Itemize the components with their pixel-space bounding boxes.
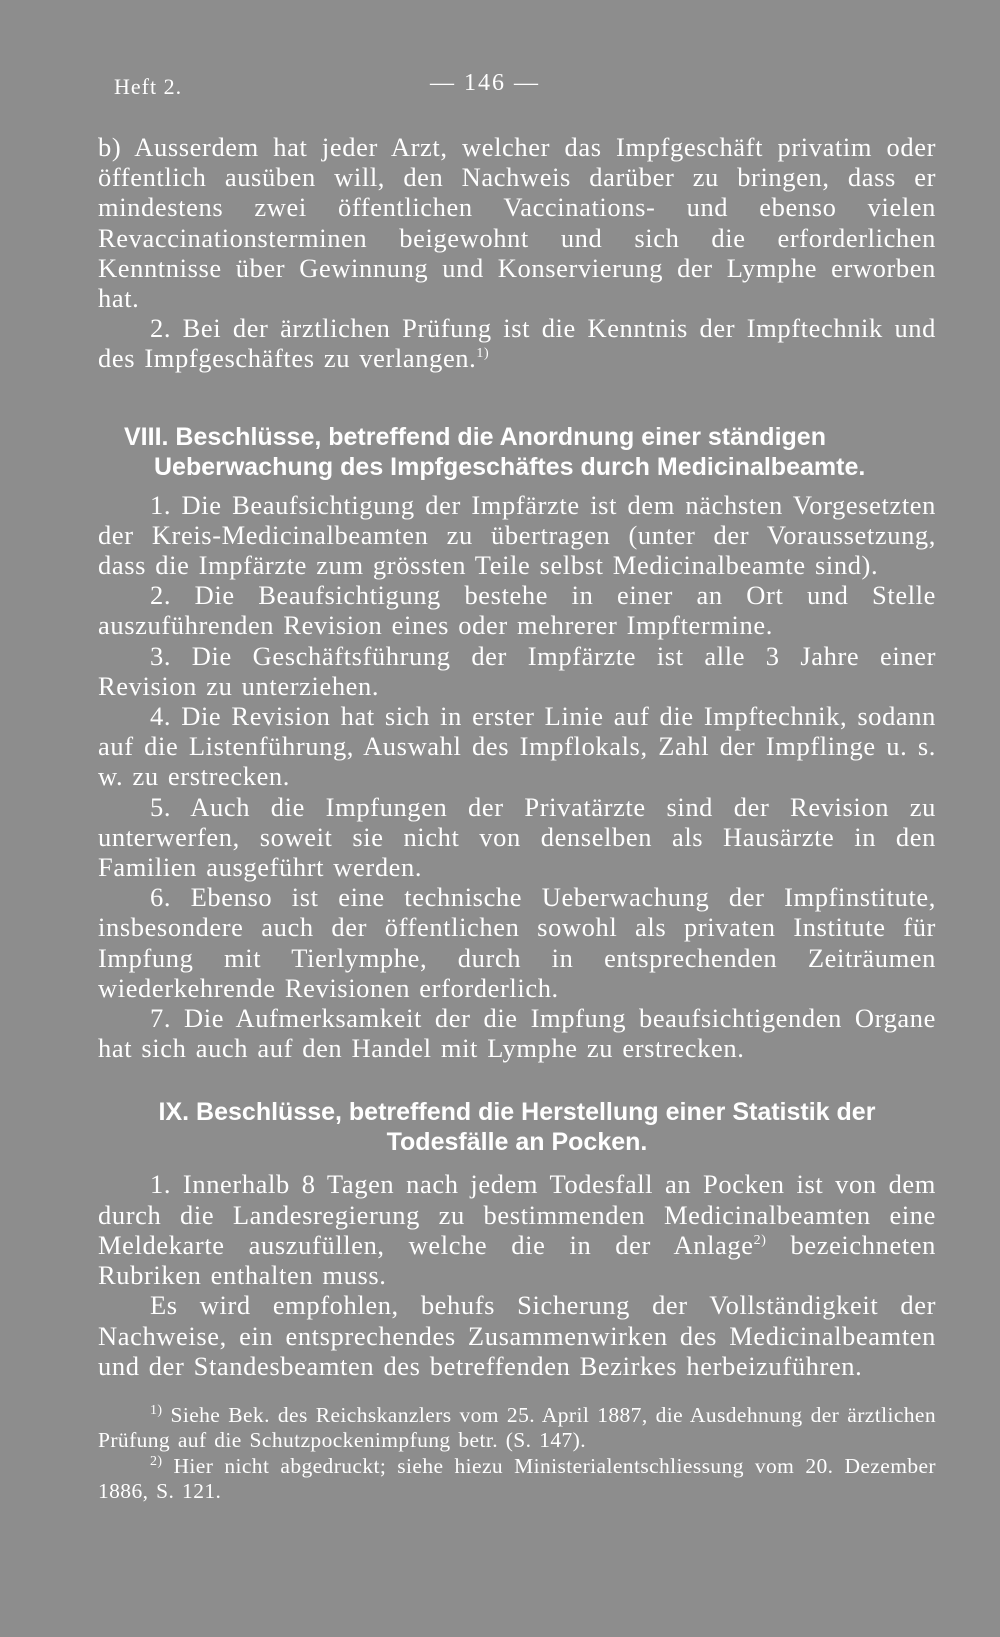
paragraph-2 — [98, 313, 936, 373]
ix-paragraph: Es wird empfohlen, behufs Sicherung der Vollständigkeit der Nachweise, ein entsprechendes Zusammenwirken des Medicinalbeamten und der Standesbeamten des betreffenden Bezirkes herbeizuführen. — [98, 1290, 936, 1381]
ix-item-1 — [98, 1169, 936, 1290]
footnote-1-marker: 1) — [150, 1402, 163, 1418]
section-viii-heading-line1: VIII. Beschlüsse, betreffend die Anordnung einer ständigen — [124, 422, 826, 451]
paragraph-b: b) Ausserdem hat jeder Arzt, welcher das Impfgeschäft privatim oder öffentlich ausüben will, den Nachweis darüber zu bringen, dass er mindestens zwei öffentlichen Vaccinations- und ebenso vielen Revaccinationsterminen beigewohnt und sich die erforderlichen Kenntnisse über Gewinnung und Konservierung der Lymphe erworben hat. — [98, 132, 936, 314]
page-header — [0, 70, 1000, 110]
paragraph-2-text: 2. Bei der ärztlichen Prüfung ist die Kenntnis der Impftechnik und des Impfgeschäftes zu verlangen. — [98, 313, 936, 374]
page-number: — 146 — — [430, 70, 540, 96]
section-viii-heading-line2: Ueberwachung des Impfgeschäftes durch Medicinalbeamte. — [154, 452, 866, 481]
section-ix-heading — [98, 1097, 936, 1157]
footnote-1 — [98, 1403, 936, 1454]
section-ix-heading-line1: IX. Beschlüsse, betreffend die Herstellung einer Statistik der — [158, 1098, 876, 1127]
viii-item-4: 4. Die Revision hat sich in erster Linie auf die Impftechnik, sodann auf die Listenführung, Auswahl des Impflokals, Zahl der Impflinge u. s. w. zu erstrecken. — [98, 701, 936, 792]
viii-item-3: 3. Die Geschäftsführung der Impfärzte ist alle 3 Jahre einer Revision zu unterziehen. — [98, 640, 936, 701]
footnotes — [98, 1403, 936, 1505]
footnote-2-text: Hier nicht abgedruckt; siehe hiezu Ministerialentschliessung vom 20. Dezember 1886, S. 121. — [98, 1453, 936, 1504]
footnote-1-text: Siehe Bek. des Reichskanzlers vom 25. April 1887, die Ausdehnung der ärztlichen Prüfung auf die Schutzpockenimpfung betr. (S. 147). — [98, 1402, 936, 1453]
viii-item-5: 5. Auch die Impfungen der Privatärzte sind der Revision zu unterwerfen, soweit sie nicht von denselben als Hausärzte in den Familien ausgeführt werden. — [98, 791, 936, 883]
viii-item-6: 6. Ebenso ist eine technische Ueberwachung der Impfinstitute, insbesondere auch der öffentlichen sowohl als privaten Institute für Impfung mit Tierlymphe, durch in entsprechenden Zeiträumen wiederkehrende Revisionen erforderlich. — [98, 882, 936, 1003]
viii-item-7: 7. Die Aufmerksamkeit der die Impfung beaufsichtigenden Organe hat sich auch auf den Handel mit Lymphe zu erstrecken. — [98, 1003, 936, 1064]
issue-label: Heft 2. — [114, 74, 183, 99]
footnote-ref-2: 2) — [753, 1233, 767, 1249]
viii-item-2: 2. Die Beaufsichtigung bestehe in einer an Ort und Stelle auszuführenden Revision eines oder mehrerer Impftermine. — [98, 580, 936, 641]
page-body — [98, 132, 936, 1505]
footnote-ref-1: 1) — [476, 346, 490, 362]
section-viii-heading — [124, 422, 936, 482]
ix-item-1-text-end: bezeichneten Rubriken enthalten muss. — [98, 1229, 936, 1291]
footnote-2 — [98, 1454, 936, 1505]
viii-item-1: 1. Die Beaufsichtigung der Impfärzte ist dem nächsten Vorgesetzten der Kreis-Medicinalbeamten zu übertragen (unter der Voraussetzung, dass die Impfärzte zum grössten Teile selbst Medicinalbeamte sind). — [98, 489, 936, 581]
section-ix-heading-line2: Todesfälle an Pocken. — [386, 1128, 648, 1157]
footnote-2-marker: 2) — [150, 1453, 163, 1469]
ix-item-1-text: 1. Innerhalb 8 Tagen nach jedem Todesfall an Pocken ist von dem durch die Landesregierung zu bestimmenden Medicinalbeamten eine Meldekarte auszufüllen, welche die in der Anlage — [98, 1169, 936, 1260]
